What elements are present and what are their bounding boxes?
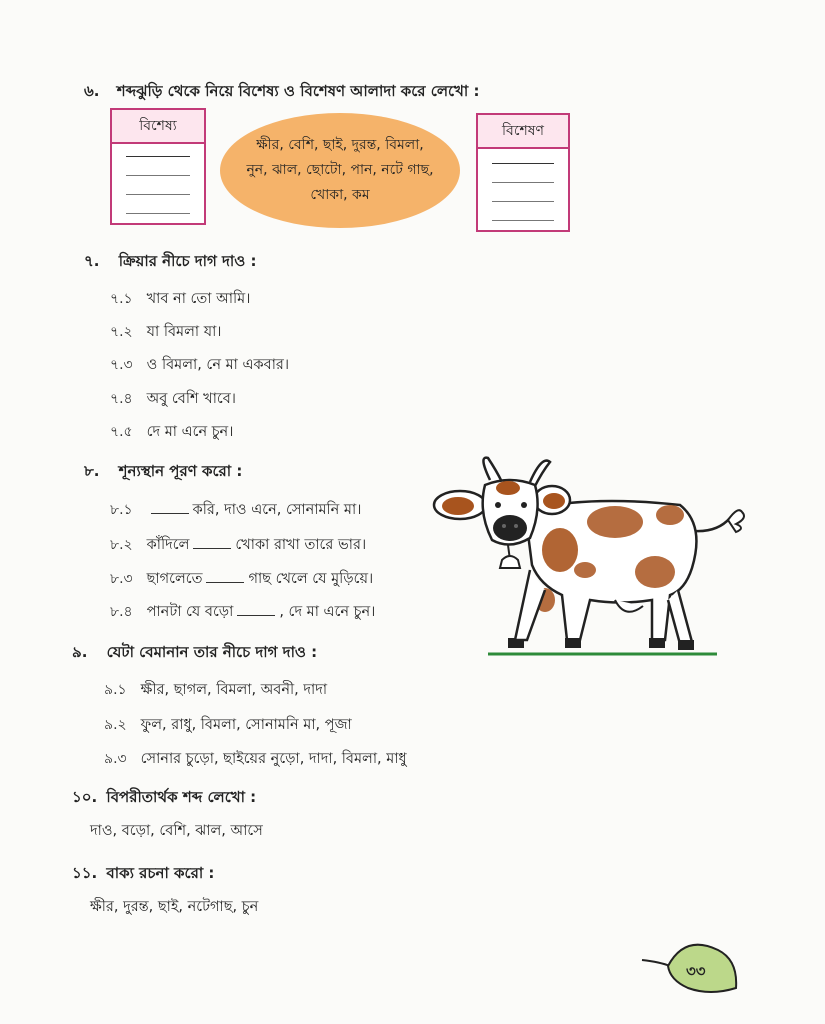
q6-heading	[84, 80, 479, 105]
adjective-box-header: বিশেষণ	[478, 115, 568, 149]
list-item: ৭.৩ ও বিমলা, নে মা একবার।	[110, 357, 290, 373]
q11-title: বাক্য রচনা করো :	[106, 864, 215, 882]
q11-words: ক্ষীর, দুরন্ত, ছাই, নটেগাছ, চুন	[90, 899, 259, 915]
q7-number: ৭.	[84, 252, 100, 270]
q8-heading	[84, 460, 242, 485]
q8-number: ৮.	[84, 462, 100, 480]
list-item: ৮.৪ পানটা যে বড়ো , দে মা এনে চুন।	[110, 604, 376, 620]
word-basket-line: নুন, ঝাল, ছোটো, পান, নটে গাছ,	[246, 162, 434, 178]
word-basket-line: ক্ষীর, বেশি, ছাই, দুরন্ত, বিমলা,	[256, 137, 424, 153]
q10-heading	[72, 786, 256, 811]
list-item: ৮.৩ ছাগলেতে গাছ খেলে যে মুড়িয়ে।	[110, 571, 374, 587]
cow-illustration	[430, 450, 755, 665]
list-item: ৯.১ ক্ষীর, ছাগল, বিমলা, অবনী, দাদা	[104, 682, 328, 698]
blank-line	[237, 615, 275, 616]
blank-line	[193, 548, 231, 549]
answer-line	[126, 213, 190, 214]
q8-title: শূন্যস্থান পূরণ করো :	[118, 462, 243, 480]
q7-heading	[84, 250, 257, 275]
blank-line	[151, 513, 189, 514]
q7-title: ক্রিয়ার নীচে দাগ দাও :	[118, 252, 257, 270]
list-item: ৯.২ ফুল, রাধু, বিমলা, সোনামনি মা, পূজা	[104, 717, 352, 733]
q9-number: ৯.	[72, 643, 88, 661]
adjective-box	[476, 113, 570, 232]
list-item: ৮.১ করি, দাও এনে, সোনামনি মা।	[110, 502, 362, 518]
list-item: ৭.১ খাব না তো আমি।	[110, 291, 251, 307]
q10-title: বিপরীতার্থক শব্দ লেখো :	[106, 788, 257, 806]
list-item: ৭.৫ দে মা এনে চুন।	[110, 424, 234, 440]
q6-number: ৬.	[84, 82, 100, 100]
q6-title: শব্দঝুড়ি থেকে নিয়ে বিশেষ্য ও বিশেষণ আলাদা করে লেখো :	[116, 82, 480, 100]
q10-words: দাও, বড়ো, বেশি, ঝাল, আসে	[90, 823, 263, 839]
page-number: ৩৩	[686, 962, 706, 980]
q11-number: ১১.	[72, 864, 98, 882]
noun-box-header: বিশেষ্য	[112, 110, 204, 144]
list-item: ৯.৩ সোনার চুড়ো, ছাইয়ের নুড়ো, দাদা, বিমলা, মাধু	[104, 751, 407, 767]
word-basket	[220, 113, 460, 228]
word-basket-line: খোকা, কম	[310, 187, 370, 203]
list-item: ৭.২ যা বিমলা যা।	[110, 324, 222, 340]
answer-line	[492, 220, 554, 221]
q9-title: যেটা বেমানান তার নীচে দাগ দাও :	[106, 643, 318, 661]
list-item: ৮.২ কাঁদিলে খোকা রাখা তারে ভার।	[110, 537, 367, 553]
q9-heading	[72, 641, 317, 666]
q10-number: ১০.	[72, 788, 98, 806]
list-item: ৭.৪ অবু বেশি খাবে।	[110, 391, 236, 407]
noun-box	[110, 108, 206, 225]
blank-line	[206, 582, 244, 583]
q11-heading	[72, 862, 214, 887]
